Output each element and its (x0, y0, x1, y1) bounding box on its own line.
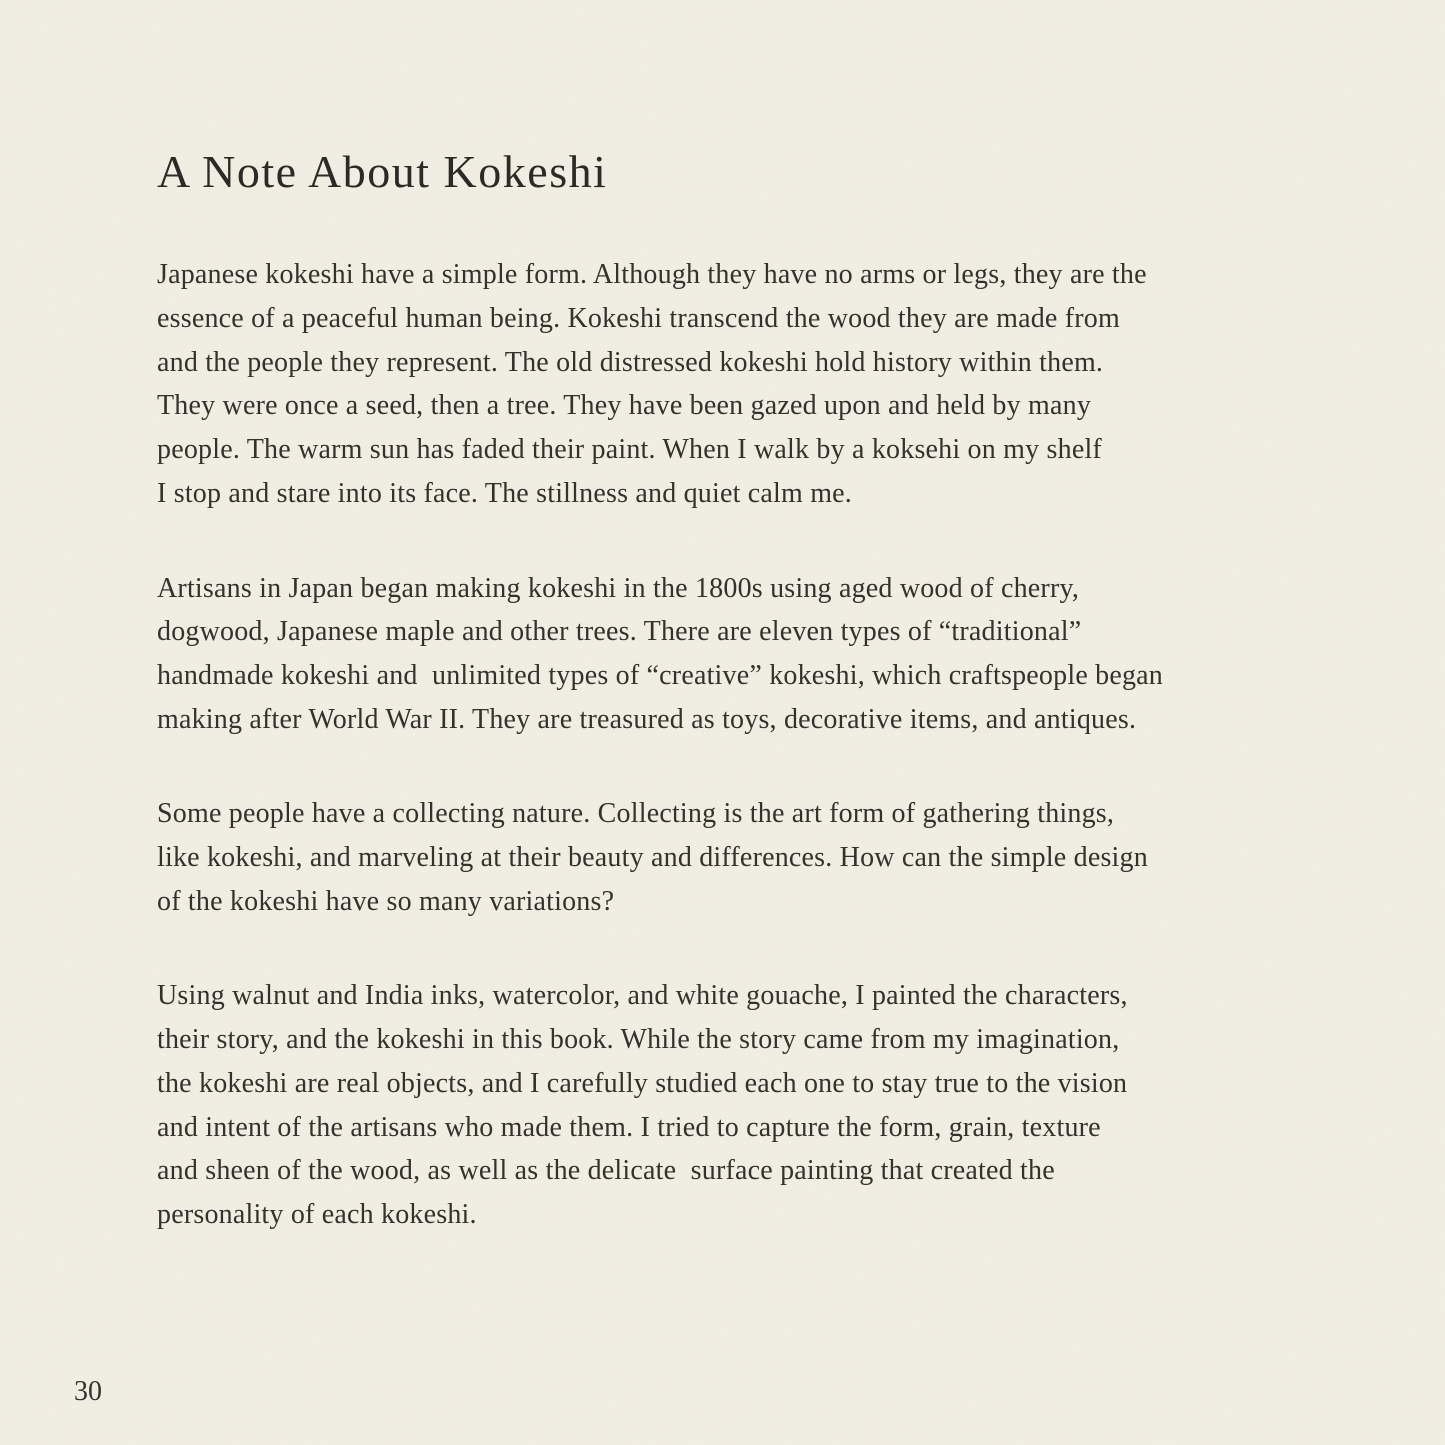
text-line: I stop and stare into its face. The stillness and quiet calm me. (157, 477, 852, 509)
text-line: handmade kokeshi and unlimited types of “creative” kokeshi, which craftspeople began (157, 659, 1163, 691)
text-line: of the kokeshi have so many variations? (157, 885, 615, 917)
text-line: and intent of the artisans who made them. I tried to capture the form, grain, texture (157, 1111, 1101, 1143)
paragraph (157, 792, 1315, 923)
text-line: Artisans in Japan began making kokeshi in the 1800s using aged wood of cherry, (157, 572, 1080, 604)
text-line: the kokeshi are real objects, and I carefully studied each one to stay true to the vision (157, 1067, 1128, 1099)
text-line: like kokeshi, and marveling at their beauty and differences. How can the simple design (157, 842, 1148, 874)
text-line: essence of a peaceful human being. Kokeshi transcend the wood they are made from (157, 303, 1120, 334)
text-line: personality of each kokeshi. (157, 1198, 477, 1230)
text-line: dogwood, Japanese maple and other trees. There are eleven types of “traditional” (157, 616, 1082, 648)
paragraph (157, 567, 1315, 742)
text-line: They were once a seed, then a tree. They have been gazed upon and held by many (157, 390, 1092, 422)
body-text (157, 253, 1315, 1236)
text-line: and the people they represent. The old distressed kokeshi hold history within them. (157, 346, 1104, 378)
page-number: 30 (74, 1376, 102, 1407)
text-line: Japanese kokeshi have a simple form. Although they have no arms or legs, they are the (157, 259, 1147, 291)
text-line: and sheen of the wood, as well as the delicate surface painting that created the (157, 1155, 1055, 1187)
text-line: their story, and the kokeshi in this book. While the story came from my imagination, (157, 1024, 1120, 1056)
paragraph (157, 974, 1315, 1236)
paragraph (157, 253, 1315, 515)
text-line: people. The warm sun has faded their paint. When I walk by a koksehi on my shelf (157, 434, 1102, 466)
text-line: Some people have a collecting nature. Collecting is the art form of gathering things, (157, 798, 1115, 830)
text-line: making after World War II. They are treasured as toys, decorative items, and antiques. (157, 703, 1137, 735)
page-title: A Note About Kokeshi (157, 146, 608, 197)
text-line: Using walnut and India inks, watercolor, and white gouache, I painted the characters, (157, 980, 1128, 1012)
